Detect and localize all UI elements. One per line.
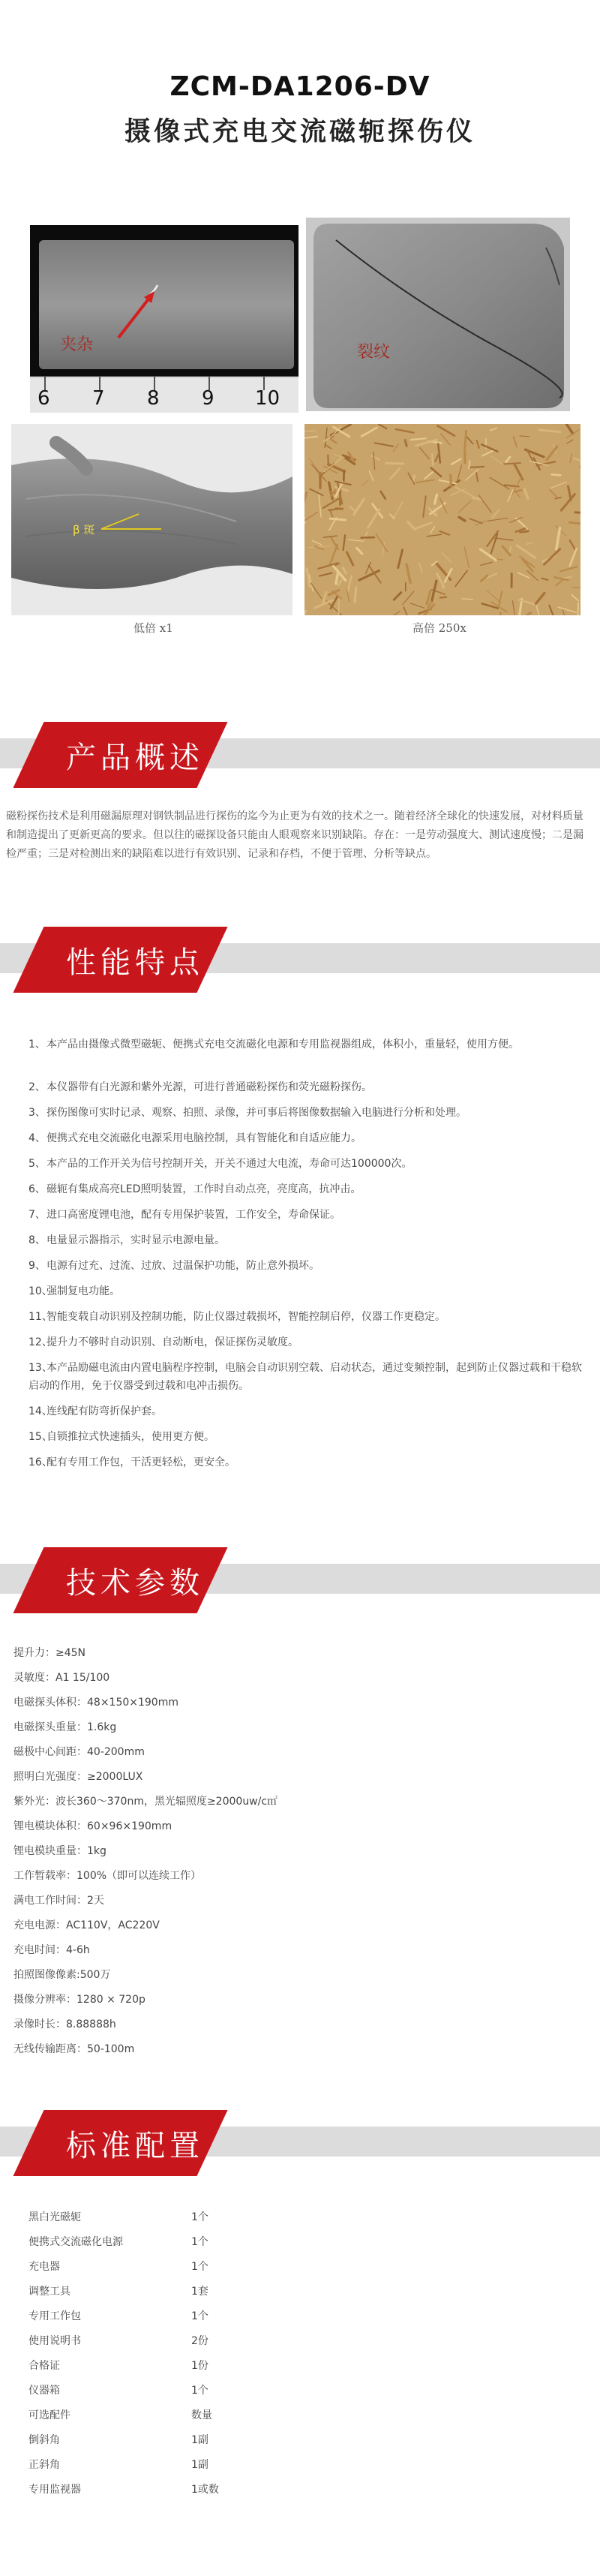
section-header-features	[0, 927, 600, 993]
spec-item: 锂电模块重量：1kg	[14, 1845, 106, 1857]
config-item-qty: 1或数	[191, 2484, 219, 2496]
section-header-overview	[0, 722, 600, 788]
config-item-qty: 1个	[191, 2261, 208, 2273]
config-item-name: 可选配件	[28, 2409, 70, 2421]
feature-item: 15、自锁推拉式快速插头，使用更方便。	[28, 1431, 214, 1443]
section-title-features: 性能特点	[66, 945, 204, 980]
spec-item: 摄像分辨率：1280 × 720p	[14, 1994, 146, 2006]
config-item-name: 专用监视器	[28, 2484, 81, 2496]
spec-item: 录像时长：8.88888h	[14, 2018, 116, 2030]
config-item-qty: 1个	[191, 2385, 208, 2397]
product-model-title: ZCM-DA1206-DV	[170, 71, 430, 102]
config-item-name: 便携式交流磁化电源	[28, 2236, 123, 2248]
feature-item: 11、智能变载自动识别及控制功能，防止仪器过载损坏，智能控制启停，仪器工作更稳定。	[28, 1311, 446, 1323]
feature-item: 1、本产品由摄像式微型磁轭、便携式充电交流磁化电源和专用监视器组成，体积小，重量轻，使用方便。	[28, 1039, 519, 1051]
spec-item: 电磁探头体积：48×150×190mm	[14, 1697, 178, 1709]
config-item-name: 合格证	[28, 2360, 60, 2372]
config-item-name: 调整工具	[28, 2286, 70, 2298]
feature-item: 7、进口高密度锂电池，配有专用保护装置，工作安全，寿命保证。	[28, 1209, 340, 1221]
spec-item: 工作暂载率：100%（即可以连续工作）	[14, 1870, 202, 1882]
photo-inclusion	[30, 225, 298, 413]
config-item-qty: 2份	[191, 2335, 208, 2347]
spec-item: 拍照图像像素:500万	[14, 1969, 111, 1981]
spec-item: 磁极中心间距：40-200mm	[14, 1746, 145, 1758]
spec-item: 充电电源：AC110V，AC220V	[14, 1919, 160, 1931]
label-inclusion: 夹杂	[60, 335, 94, 354]
ruler-8: 8	[147, 387, 160, 410]
section-title-config: 标准配置	[66, 2129, 204, 2163]
feature-item: 3、探伤图像可实时记录、观察、拍照、录像，并可事后将图像数据输入电脑进行分析和处理。	[28, 1107, 466, 1119]
photo-high-magnification	[304, 424, 580, 615]
config-item-qty: 1个	[191, 2236, 208, 2248]
spec-item: 电磁探头重量：1.6kg	[14, 1721, 117, 1733]
ruler-6: 6	[38, 387, 50, 410]
config-item-name: 充电器	[28, 2261, 60, 2273]
feature-item: 14、连线配有防弯折保护套。	[28, 1405, 162, 1417]
feature-item: 9、电源有过充、过流、过放、过温保护功能，防止意外损坏。	[28, 1260, 320, 1272]
feature-item: 4、便携式充电交流磁化电源采用电脑控制，具有智能化和自适应能力。	[28, 1132, 362, 1144]
spec-item: 提升力：≥45N	[14, 1647, 86, 1659]
config-item-name: 正斜角	[28, 2459, 60, 2471]
spec-item: 充电时间：4-6h	[14, 1944, 90, 1956]
config-item-name: 黑白光磁轭	[28, 2211, 81, 2223]
config-item-qty: 1副	[191, 2434, 208, 2446]
product-name-title: 摄像式充电交流磁轭探伤仪	[124, 117, 476, 147]
config-item-name: 专用工作包	[28, 2310, 81, 2322]
feature-item: 13、本产品励磁电流由内置电脑程序控制，电脑会自动识别空载、启动状态，通过变频控制，起到防止仪器过载和干稳软启动的作用，免于仪器受到过载和电冲击损伤。	[28, 1362, 582, 1392]
ruler-9: 9	[202, 387, 214, 410]
config-item-qty: 1副	[191, 2459, 208, 2471]
spec-item: 照明白光强度：≥2000LUX	[14, 1771, 143, 1783]
feature-item: 16、配有专用工作包，干活更轻松，更安全。	[28, 1456, 236, 1468]
spec-item: 紫外光：波长360～370nm，黑光辐照度≥2000uw/c㎡	[14, 1796, 278, 1808]
config-item-qty: 1份	[191, 2360, 208, 2372]
spec-item: 灵敏度：A1 15/100	[14, 1672, 110, 1684]
ruler-7: 7	[92, 387, 105, 410]
photo-low-magnification	[11, 424, 292, 615]
photo-crack	[306, 218, 570, 411]
config-item-name: 使用说明书	[28, 2335, 81, 2347]
config-item-qty: 1个	[191, 2310, 208, 2322]
feature-item: 6、磁轭有集成高亮LED照明装置，工作时自动点亮，亮度高，抗冲击。	[28, 1183, 362, 1195]
spec-item: 无线传输距离：50-100m	[14, 2043, 135, 2055]
caption-high-magnification: 高倍 250x	[412, 621, 466, 635]
config-item-qty: 1个	[191, 2211, 208, 2223]
feature-item: 10、强制复电功能。	[28, 1285, 120, 1297]
section-header-config	[0, 2110, 600, 2176]
spec-item: 满电工作时间：2天	[14, 1895, 104, 1907]
ruler-10: 10	[255, 387, 280, 410]
section-header-specs	[0, 1547, 600, 1613]
config-item-qty: 数量	[191, 2409, 212, 2421]
config-item-name: 倒斜角	[28, 2434, 60, 2446]
section-title-specs: 技术参数	[66, 1566, 204, 1601]
config-item-name: 仪器箱	[28, 2385, 60, 2397]
feature-item: 2、本仪器带有白光源和紫外光源，可进行普通磁粉探伤和荧光磁粉探伤。	[28, 1081, 372, 1093]
caption-low-magnification: 低倍 x1	[134, 621, 173, 635]
spec-item: 锂电模块体积：60×96×190mm	[14, 1820, 172, 1832]
feature-item: 12、提升力不够时自动识别、自动断电，保证探伤灵敏度。	[28, 1336, 298, 1348]
overview-paragraph: 磁粉探伤技术是利用磁漏原理对钢铁制品进行探伤的迄今为止更为有效的技术之一。随着经济全球化的快速发展，对材料质量和制造提出了更新更高的要求。但以往的磁探设备只能由人眼观察来识别缺陷。存在：一是劳动强度大、测试速度慢；二是漏检严重；三是对检测出来的缺陷难以进行有效识别、记录和存档，不便于管理、分析等缺点。	[6, 810, 584, 860]
feature-item: 5、本产品的工作开关为信号控制开关，开关不通过大电流，寿命可达100000次。	[28, 1158, 412, 1170]
label-beta-spot: β 斑	[73, 523, 95, 537]
section-title-overview: 产品概述	[66, 741, 204, 775]
config-item-qty: 1套	[191, 2286, 208, 2298]
feature-item: 8、电量显示器指示，实时显示电源电量。	[28, 1234, 225, 1246]
label-crack: 裂纹	[357, 343, 391, 362]
